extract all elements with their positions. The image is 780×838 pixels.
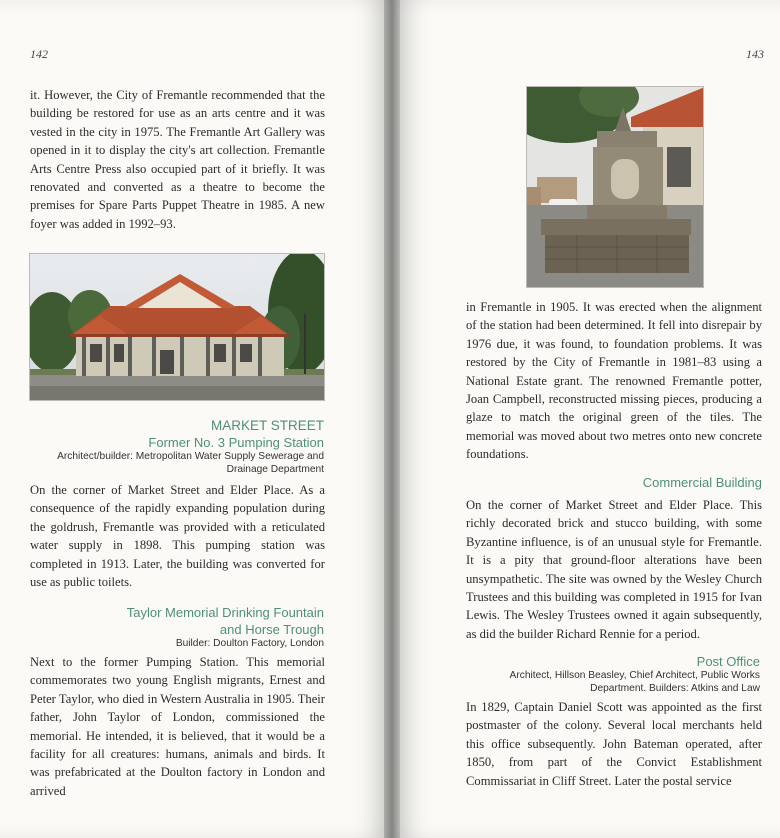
fountain-photo	[526, 86, 704, 288]
pumping-station-credit: Architect/builder: Metropolitan Water Supply Sewerage and Drainage Department	[57, 451, 324, 476]
section-heading-market-street: MARKET STREET	[210, 418, 324, 433]
page-number-left: 142	[30, 47, 48, 61]
fountain-title-line2: and Horse Trough	[219, 622, 324, 637]
commercial-building-text: On the corner of Market Street and Elder Place. This richly decorated brick and stucco building, with some Byzantine influence, is of an unusual style for Fremantle. It is a pity that ground-floor alterations have been unsympathetic. The site was owned by the Wesley Church Trustees and this building was completed in 1915 for Ivan Lewis. The Wesley Trustees owned it again subsequently, as did the builder Richard Rennie for a period.	[466, 498, 762, 641]
post-office-credit-line2: Department. Builders: Atkins and Law	[590, 683, 760, 694]
post-office-text: In 1829, Captain Daniel Scott was appointed as the first postmaster of the colony. Several local merchants held this office subsequently. John Bateman operated, after 1850, from part of the Convict Establishment Commissariat in Cliff Street. Later the postal service	[466, 700, 762, 788]
post-office-credit-line1: Architect, Hillson Beasley, Chief Architect, Public Works	[509, 670, 760, 681]
fountain-credit: Builder: Doulton Factory, London	[175, 638, 324, 649]
pumping-station-text: On the corner of Market Street and Elder Place. As a consequence of the rapidly expanding population during the goldrush, Fremantle was provided with a reticulated water supply in 1898. This pumping station was completed in 1913. Later, the building was converted for use as public toilets.	[30, 483, 325, 590]
pumping-station-title: Former No. 3 Pumping Station	[148, 435, 324, 450]
fountain-title-line1: Taylor Memorial Drinking Fountain	[126, 605, 324, 620]
intro-paragraph: it. However, the City of Fremantle recommended that the building be restored for use as an arts centre and it was vested in the city in 1975. The Fremantle Art Gallery was opened in it to display the city's art collection. Fremantle Arts Centre Press also occupied part of it briefly. It was renovated and converted as a theatre to become the premises for Spare Parts Puppet Theatre in 1985. A new foyer was added in 1992–93.	[30, 88, 325, 231]
fountain-continued-text: in Fremantle in 1905. It was erected when the alignment of the station had been determined. It fell into disrepair by 1976 due, it was found, to foundation problems. It was restored by the City of Fremantle in 1981–83 using a National Estate grant. The renowned Fremantle potter, Joan Campbell, reconstructed missing pieces, producing a glaze to match the original green of the tiles. The memorial was moved about two metres onto new concrete foundations.	[466, 300, 762, 462]
fountain-image	[527, 87, 704, 288]
commercial-building-title: Commercial Building	[642, 475, 762, 490]
right-page	[392, 0, 780, 838]
pumping-station-photo	[29, 253, 325, 401]
book-gutter	[384, 0, 400, 838]
pumping-station-image	[30, 254, 325, 401]
fountain-text: Next to the former Pumping Station. This memorial commemorates two young English migrants, Ernest and Peter Taylor, who died in Western Australia in 1905. Their father, John Taylor of London, commissioned the memorial. He intended, it is believed, that it would be a facility for all creatures: humans, animals and birds. It was prefabricated at the Doulton factory in London and arrived	[30, 655, 325, 798]
page-number-right: 143	[746, 47, 764, 61]
post-office-title: Post Office	[696, 654, 760, 669]
